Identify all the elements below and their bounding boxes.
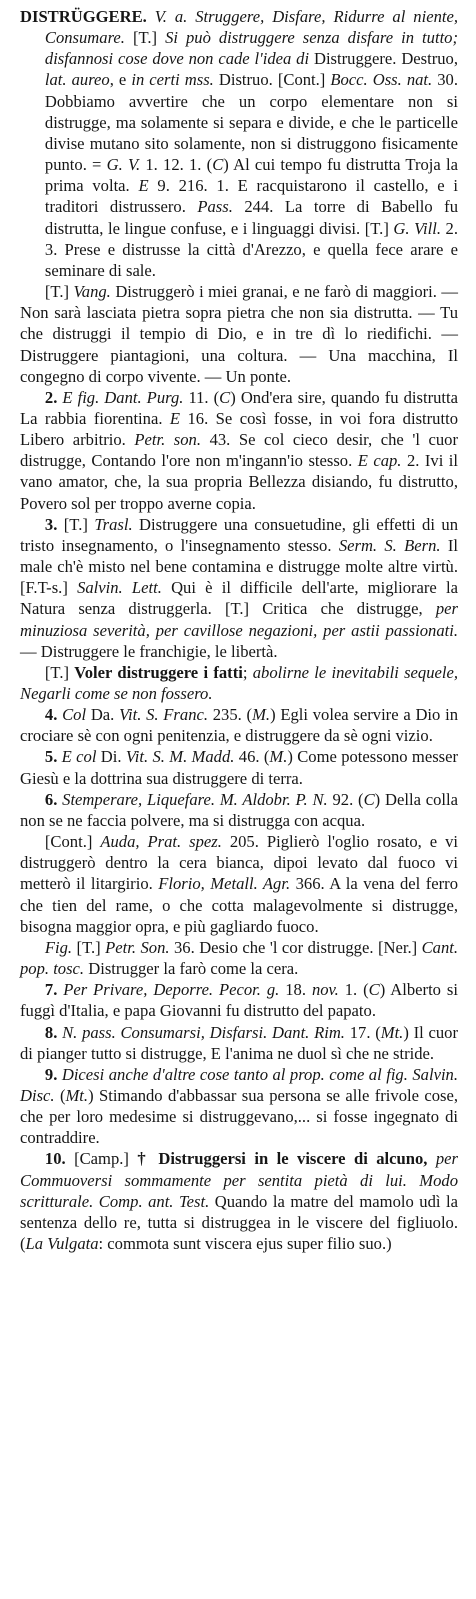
bold-text: 5. [44,747,58,767]
entry-paragraph [20,387,458,514]
italic-text: M. [252,705,271,725]
italic-text: V. a. Struggere, Disfare, Ridurre al niente, Consumare. [44,7,458,48]
entry-paragraph [20,6,458,281]
text-run: [T.] [72,937,106,957]
text-run: , e [109,70,132,90]
entry-paragraph [20,1022,458,1064]
italic-text: lat. aureo [44,70,110,90]
italic-text: Mt. [65,1085,89,1105]
italic-text: Fig. [44,937,73,957]
italic-text: Mt. [380,1022,404,1042]
italic-text: Serm. S. Bern. [338,535,441,555]
text-run: 18. [279,980,312,1000]
entry-paragraph [20,1148,458,1254]
text-run: ; [242,662,253,682]
italic-text: Vit. S. Franc. [119,705,208,725]
italic-text: Bocc. Oss. nat. [330,70,433,90]
text-run: ) Della colla non se ne faccia polvere, ma si distrugga con acqua. [20,789,458,830]
italic-text: La Vulgata [25,1234,99,1254]
text-run: ) Stimando d'abbassar sua persona se alle frivole cose, che per loro medesime si distruggevano,... si fosse ingegnato di contraddire. [20,1085,458,1148]
italic-text: G. Vill. [393,218,441,238]
italic-text: E [169,408,181,428]
italic-text: Col [57,705,87,725]
text-run: 11. ( [183,387,220,407]
text-run: Di. [96,747,126,767]
text-run: Distruggere una consuetudine, gli effetti di un tristo insegnamento, o l'insegnamento stesso. [20,514,458,555]
entry-paragraph [20,1064,458,1149]
text-run: 235. ( [208,705,253,725]
italic-text: Dicesi anche d'altre cose tanto al prop. come al fig. Salvin. Disc. [20,1064,458,1105]
text-run: [T.] [124,28,166,48]
text-run: 17. ( [344,1022,381,1042]
italic-text: Vit. S. M. Madd. [125,747,235,767]
italic-text: Salvin. Lett. [77,578,162,598]
text-run: Distrugger la farò come la cera. [84,959,299,979]
text-run: 30. Dobbiamo avvertire che un corpo elementare non si distrugge, ma solamente si separa e divide, e che le particelle divise mutano sito solamente, non si distruggono fisicamente punto. = [44,70,458,175]
bold-text: Voler distruggere i fatti [74,662,243,682]
italic-text: Per Privare, Deporre. Pecor. g. [57,980,280,1000]
text-run: [Camp.] [65,1149,138,1169]
text-run: [T.] [44,662,75,682]
italic-text: Auda, Prat. spez. [100,832,222,852]
text-run: 366. A la vena del ferro che tien del rame, o che cotta malagevolmente si distrugge, bisogna maggior opra, e più gagliardo fuoco. [20,874,458,936]
italic-text: C [219,387,231,407]
italic-text: per Commuoversi sommamente per sentita pietà di lui. Modo scritturale. Comp. ant. Test. [20,1149,458,1211]
bold-text: † Distruggersi in le viscere di alcuno, [137,1149,428,1169]
text-run: — Distruggere le franchigie, le libertà. [20,641,278,661]
text-run: ) Al cui tempo fu distrutta Troja la prima volta. [44,155,458,196]
italic-text: Petr. Son. [105,937,170,957]
headword: DISTRÜGGERE. [20,7,147,26]
italic-text: M. [269,747,288,767]
text-run: ) Ond'era sire, quando fu distrutta La rabbia fiorentina. [20,387,459,428]
text-run: 92. ( [327,789,364,809]
text-run: 9. 216. 1. E racquistarono il castello, e i traditori distrussero. [44,176,458,217]
text-run: Distruo. [Cont.] [213,70,331,90]
italic-text: Petr. son. [134,430,202,450]
bold-text: 2. [44,387,58,407]
text-run: [T.] [57,514,95,534]
text-run: 1. ( [338,980,369,1000]
text-run: ) Alberto si fuggì d'Italia, e papa Giovanni fu distrutto del papato. [20,980,458,1021]
text-run: [T.] [44,282,74,302]
italic-text: E col [57,747,97,767]
text-run: 2. 3. Prese e distrusse la città d'Arezzo, e quella fece arare e seminare di sale. [44,218,458,280]
italic-text: C [368,980,380,1000]
bold-text: 3. [44,514,58,534]
bold-text: 10. [44,1149,66,1169]
italic-text: Florio, Metall. Agr. [158,874,291,894]
bold-text: 6. [44,789,58,809]
bold-text: 9. [44,1064,58,1084]
text-run: 2. Ivi il vano amator, che, la sua propria Bellezza disiando, fu distrutto, Povero sol per troppo averne copia. [20,451,458,513]
italic-text: Stemperare, Liquefare. M. Aldobr. P. N. [57,789,328,809]
text-run: 1. 12. 1. ( [140,155,213,175]
text-run: ( [54,1085,66,1105]
text-run: Qui è il difficile dell'arte, migliorare la Natura senza distruggerla. [T.] Critica che distrugge, [20,578,458,619]
italic-text: G. V. [106,155,141,175]
italic-text: Si può distruggere senza disfare in tutto; disfannosi cose dove non cade l'idea di [44,28,459,69]
text-run: 36. Desio che 'l cor distrugge. [Ner.] [169,937,422,957]
text-run: ) Come potessono messer Giesù e la dottrina sua distruggere di terra. [20,747,459,788]
bold-text: 8. [44,1022,58,1042]
italic-text: E cap. [357,451,402,471]
text-run: ) Il cuor di pianger tutto si distrugge, E l'anima ne duol sì che ne stride. [20,1022,458,1063]
text-run: [Cont.] [44,832,101,852]
text-run: 46. ( [234,747,270,767]
italic-text: abolirne le inevitabili sequele, Negarli come se non fossero. [20,662,458,703]
italic-text: Vang. [73,282,111,302]
text-run: : commota sunt viscera ejus super filio suo.) [98,1234,392,1254]
italic-text: per minuziosa severità, per cavillose negazioni, per astii passionati. [20,599,458,640]
entry-paragraph [20,937,458,979]
text-run: 43. Se col cieco desir, che 'l cuor distrugge, Contando l'ore non m'ingann'io stesso. [20,430,458,471]
text-run: Distruggere. Destruo, [309,49,459,69]
italic-text: nov. [311,980,339,1000]
bold-text: 4. [44,705,58,725]
entry-paragraph [20,746,458,788]
entry-paragraph [20,662,458,704]
entry-paragraph [20,979,458,1021]
entry-paragraph [20,281,458,387]
italic-text: E [138,176,149,196]
italic-text: E fig. Dant. Purg. [57,387,184,407]
entry-paragraph [20,704,458,746]
entry-paragraph [20,831,458,937]
italic-text: Pass. [197,197,233,217]
italic-text: C [363,789,375,809]
text-run: Il male ch'è misto nel bene contamina e distrugge molte altre virtù. [F.T-s.] [20,535,458,598]
text-run: 205. Piglierò l'oglio rosato, e vi distruggerò dentro la cera bianca, dipoi levato dal fuoco vi metterò il litargirio. [20,832,458,894]
italic-text: C [212,155,224,175]
text-run: ) Egli volea servire a Dio in crociare sè con ogni penitenzia, e distruggere da sè ogni vizio. [20,705,458,746]
text-run: Da. [86,705,120,725]
italic-text: in certi mss. [131,70,214,90]
text-run: 16. Se così fosse, in voi fora distrutto Libero arbitrio. [20,408,458,450]
bold-text: 7. [44,980,58,1000]
text-run: Distruggerò i miei granai, e ne farò di maggiori. — Non sarà lasciata pietra sopra pietra che non sia distrutta. — Tu che distruggi il tempio di Dio, e in tre dì lo riedifichi. — Distruggere piantagioni, una coltura. — Una macchina, Il congegno di corpo vivente. — Un ponte. [20,282,458,386]
italic-text: N. pass. Consumarsi, Disfarsi. Dant. Rim. [57,1022,345,1042]
entry-paragraph [20,514,458,662]
italic-text: Trasl. [94,514,133,534]
text-run: 244. La torre di Babello fu distrutta, le lingue confuse, e i linguaggi divisi. [T.] [44,197,458,238]
dictionary-entry-distruggere [20,6,458,1254]
entry-paragraph [20,789,458,831]
italic-text: Cant. pop. tosc. [20,937,458,979]
text-run: Quando la matre del mamolo udì la sentenza dello re, tutta si distruggea in le viscere del figliuolo. ( [20,1191,458,1254]
